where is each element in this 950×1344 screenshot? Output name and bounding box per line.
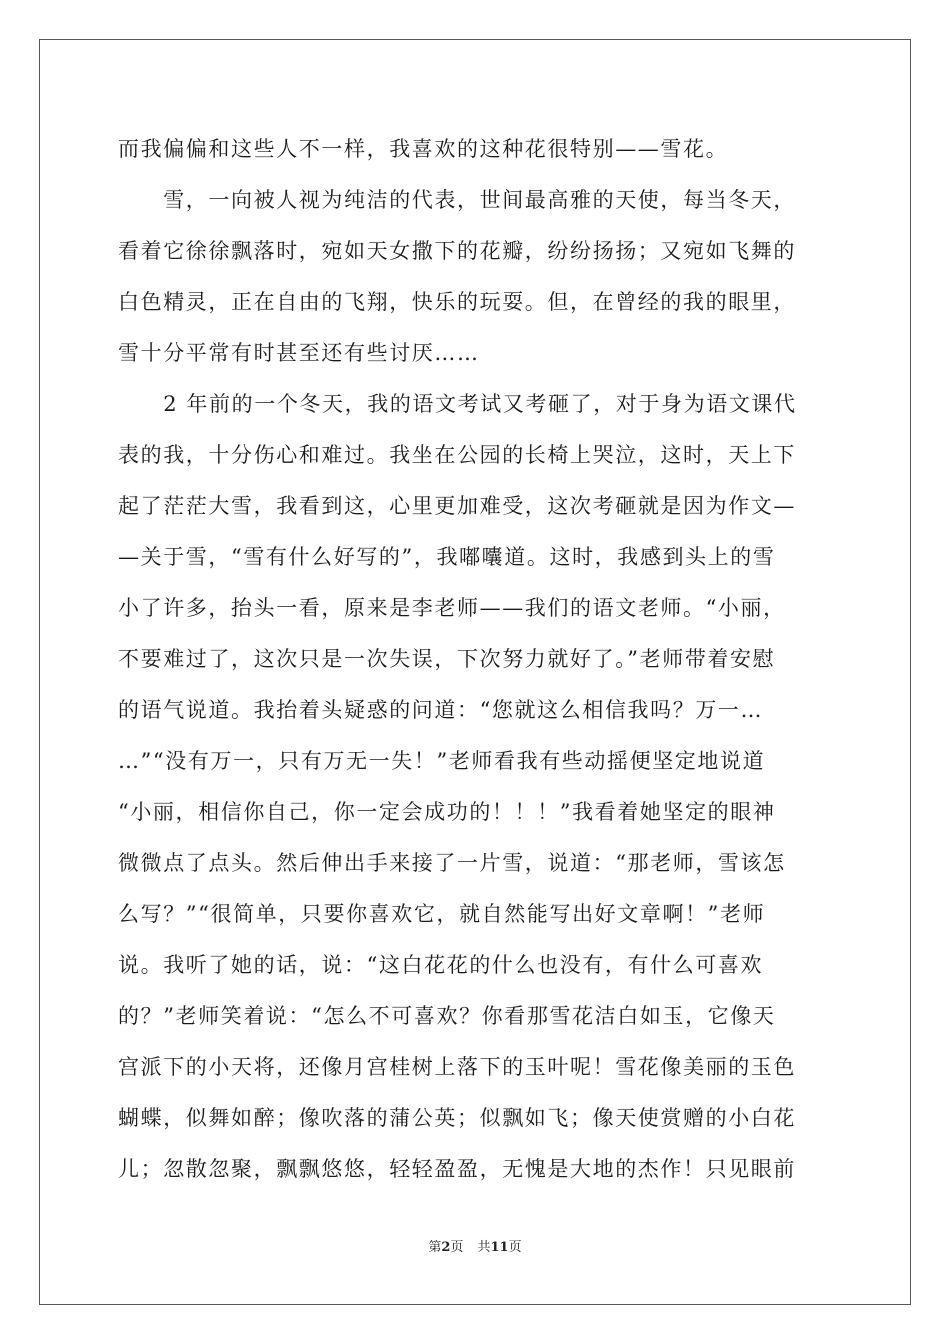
document-body (118, 124, 834, 1195)
text-line: 宫派下的小天将，还像月宫桂树上落下的玉叶呢！雪花像美丽的玉色 (118, 1055, 796, 1079)
text-line: …”“没有万一，只有万无一失！”老师看我有些动摇便坚定地说道 (118, 749, 766, 773)
text-line: 看着它徐徐飘落时，宛如天女撒下的花瓣，纷纷扬扬；又宛如飞舞的 (118, 239, 796, 263)
text-line: 雪，一向被人视为纯洁的代表，世间最高雅的天使，每当冬天， (118, 188, 796, 212)
text-line: —关于雪，“雪有什么好写的”，我嘟囔道。这时，我感到头上的雪 (118, 545, 776, 569)
text-line: 小了许多，抬头一看，原来是李老师——我们的语文老师。“小丽， (118, 596, 786, 620)
text-line: 雪十分平常有时甚至还有些讨厌…… (118, 341, 480, 365)
page-number-prefix: 第 (428, 1240, 442, 1255)
text-line: 说。我听了她的话，说：“这白花花的什么也没有，有什么可喜欢 (118, 953, 764, 977)
text-line: “小丽，相信你自己，你一定会成功的！！！”我看着她坚定的眼神 (118, 800, 776, 824)
text-line: 不要难过了，这次只是一次失误，下次努力就好了。”老师带着安慰 (118, 647, 776, 671)
text-line: 么写？”“很简单，只要你喜欢它，就自然能写出好文章啊！”老师 (118, 902, 766, 926)
text-line: 白色精灵，正在自由的飞翔，快乐的玩耍。但，在曾经的我的眼里， (118, 290, 796, 314)
text-line: 2 年前的一个冬天，我的语文考试又考砸了，对于身为语文课代 (118, 392, 797, 416)
text-line: 微微点了点头。然后伸出手来接了一片雪，说道：“那老师，雪该怎 (118, 851, 786, 875)
current-page-number: 2 (441, 1240, 451, 1255)
total-pages-suffix: 页 (508, 1240, 522, 1255)
total-pages-prefix: 共 (477, 1240, 491, 1255)
text-line: 起了茫茫大雪，我看到这，心里更加难受，这次考砸就是因为作文— (118, 494, 796, 518)
total-pages-number: 11 (490, 1240, 509, 1255)
text-line: 的？”老师笑着说：“怎么不可喜欢？你看那雪花洁白如玉，它像天 (118, 1004, 776, 1028)
text-line: 儿；忽散忽聚，飘飘悠悠，轻轻盈盈，无愧是大地的杰作！只见眼前 (118, 1157, 796, 1181)
text-line: 的语气说道。我抬着头疑惑的问道：“您就这么相信我吗？万一… (118, 698, 764, 722)
page-number-suffix: 页 (450, 1240, 464, 1255)
text-line: 而我偏偏和这些人不一样，我喜欢的这种花很特别——雪花。 (118, 137, 729, 161)
text-line: 蝴蝶，似舞如醉；像吹落的蒲公英；似飘如飞；像天使赏赠的小白花 (118, 1106, 796, 1130)
text-line: 表的我，十分伤心和难过。我坐在公园的长椅上哭泣，这时，天上下 (118, 443, 796, 467)
page-footer (0, 1238, 950, 1258)
